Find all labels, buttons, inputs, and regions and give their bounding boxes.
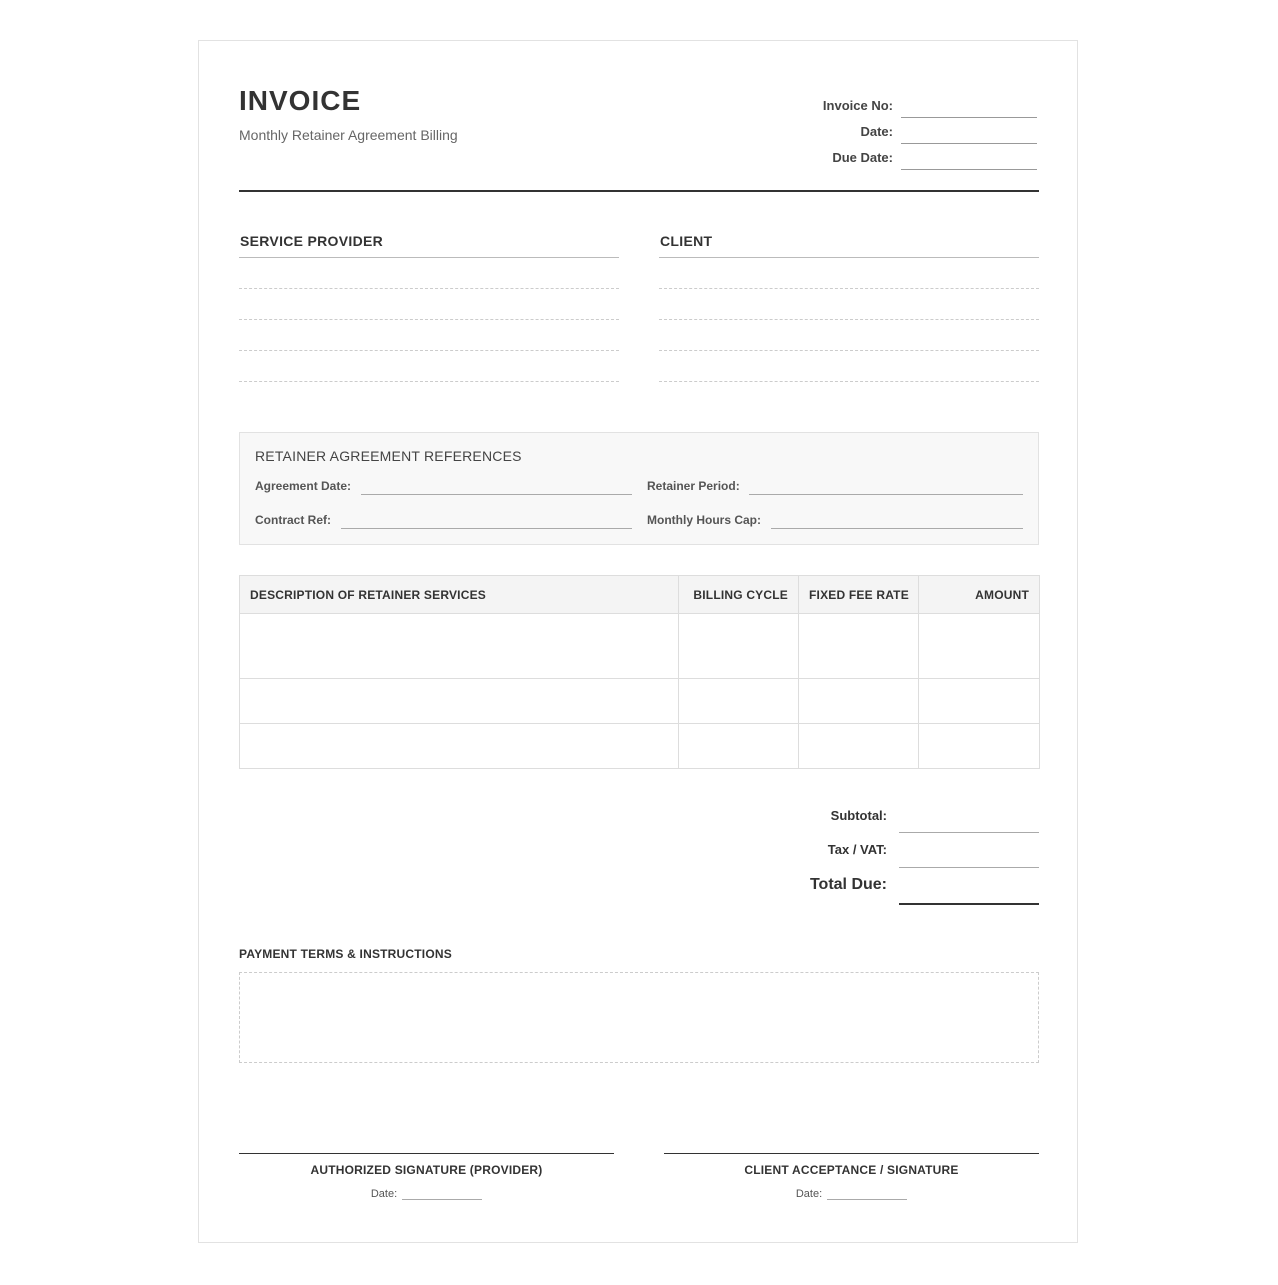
client-line-4[interactable] [659,351,1039,382]
due-date-label: Due Date: [832,150,893,165]
fixed-fee-rate-cell[interactable] [799,724,919,769]
provider-line-2[interactable] [239,289,619,320]
invoice-date-label: Date: [860,124,893,139]
header-divider [239,190,1039,192]
invoice-subtitle: Monthly Retainer Agreement Billing [239,127,458,143]
client-line-1[interactable] [659,258,1039,289]
service-provider-section [239,233,619,382]
invoice-number-line[interactable] [901,117,1037,118]
subtotal-label: Subtotal: [830,808,887,823]
client-date-field [664,1188,1039,1200]
table-header-row [240,576,1040,614]
amount-cell[interactable] [919,614,1040,679]
contract-ref-line[interactable] [341,528,632,529]
client-signature-block [664,1153,1039,1200]
fixed-fee-rate-cell[interactable] [799,679,919,724]
retainer-period-label: Retainer Period: [647,479,740,493]
due-date-line[interactable] [901,169,1037,170]
billing-cycle-cell[interactable] [679,614,799,679]
retainer-period-line[interactable] [749,494,1023,495]
description-cell[interactable] [240,679,679,724]
client-title: CLIENT [659,233,1039,258]
tax-label: Tax / VAT: [827,842,887,857]
fixed-fee-rate-header: FIXED FEE RATE [799,576,919,614]
billing-cycle-cell[interactable] [679,724,799,769]
invoice-date-field[interactable] [777,120,1037,144]
description-cell[interactable] [240,724,679,769]
monthly-hours-cap-line[interactable] [771,528,1023,529]
amount-cell[interactable] [919,679,1040,724]
provider-signature-line[interactable] [239,1153,614,1154]
billing-cycle-cell[interactable] [679,679,799,724]
service-provider-title: SERVICE PROVIDER [239,233,619,258]
invoice-title: INVOICE [239,85,362,116]
client-signature-line[interactable] [664,1153,1039,1154]
provider-line-3[interactable] [239,320,619,351]
invoice-date-line[interactable] [901,143,1037,144]
client-line-2[interactable] [659,289,1039,320]
client-signature-label: CLIENT ACCEPTANCE / SIGNATURE [744,1163,959,1177]
retainer-references-box [239,432,1039,545]
invoice-page [198,40,1078,1243]
agreement-date-label: Agreement Date: [255,479,352,493]
client-section [659,233,1039,382]
provider-line-1[interactable] [239,258,619,289]
contract-ref-label: Contract Ref: [255,513,332,527]
total-due-label: Total Due: [809,876,887,893]
monthly-hours-cap-label: Monthly Hours Cap: [647,513,761,527]
provider-date-field [239,1188,614,1200]
description-cell[interactable] [240,614,679,679]
subtotal-line[interactable] [899,832,1039,833]
client-line-3[interactable] [659,320,1039,351]
table-row [240,679,1040,724]
invoice-number-field[interactable] [777,94,1037,118]
amount-cell[interactable] [919,724,1040,769]
provider-signature-label: AUTHORIZED SIGNATURE (PROVIDER) [310,1163,543,1177]
description-header: DESCRIPTION OF RETAINER SERVICES [240,576,679,614]
fixed-fee-rate-cell[interactable] [799,614,919,679]
table-row [240,724,1040,769]
total-due-line[interactable] [899,903,1039,905]
payment-terms-title: PAYMENT TERMS & INSTRUCTIONS [239,947,452,961]
client-date-line[interactable] [827,1190,907,1200]
provider-date-label: Date: [370,1188,398,1200]
references-title: RETAINER AGREEMENT REFERENCES [255,448,522,464]
services-table [239,575,1040,769]
client-date-label: Date: [795,1188,823,1200]
provider-date-line[interactable] [402,1190,482,1200]
table-row [240,614,1040,679]
invoice-number-label: Invoice No: [822,98,893,113]
provider-line-4[interactable] [239,351,619,382]
tax-line[interactable] [899,867,1039,868]
amount-header: AMOUNT [919,576,1040,614]
due-date-field[interactable] [777,146,1037,170]
agreement-date-line[interactable] [361,494,632,495]
payment-terms-box[interactable] [239,972,1039,1063]
provider-signature-block [239,1153,614,1200]
billing-cycle-header: BILLING CYCLE [679,576,799,614]
